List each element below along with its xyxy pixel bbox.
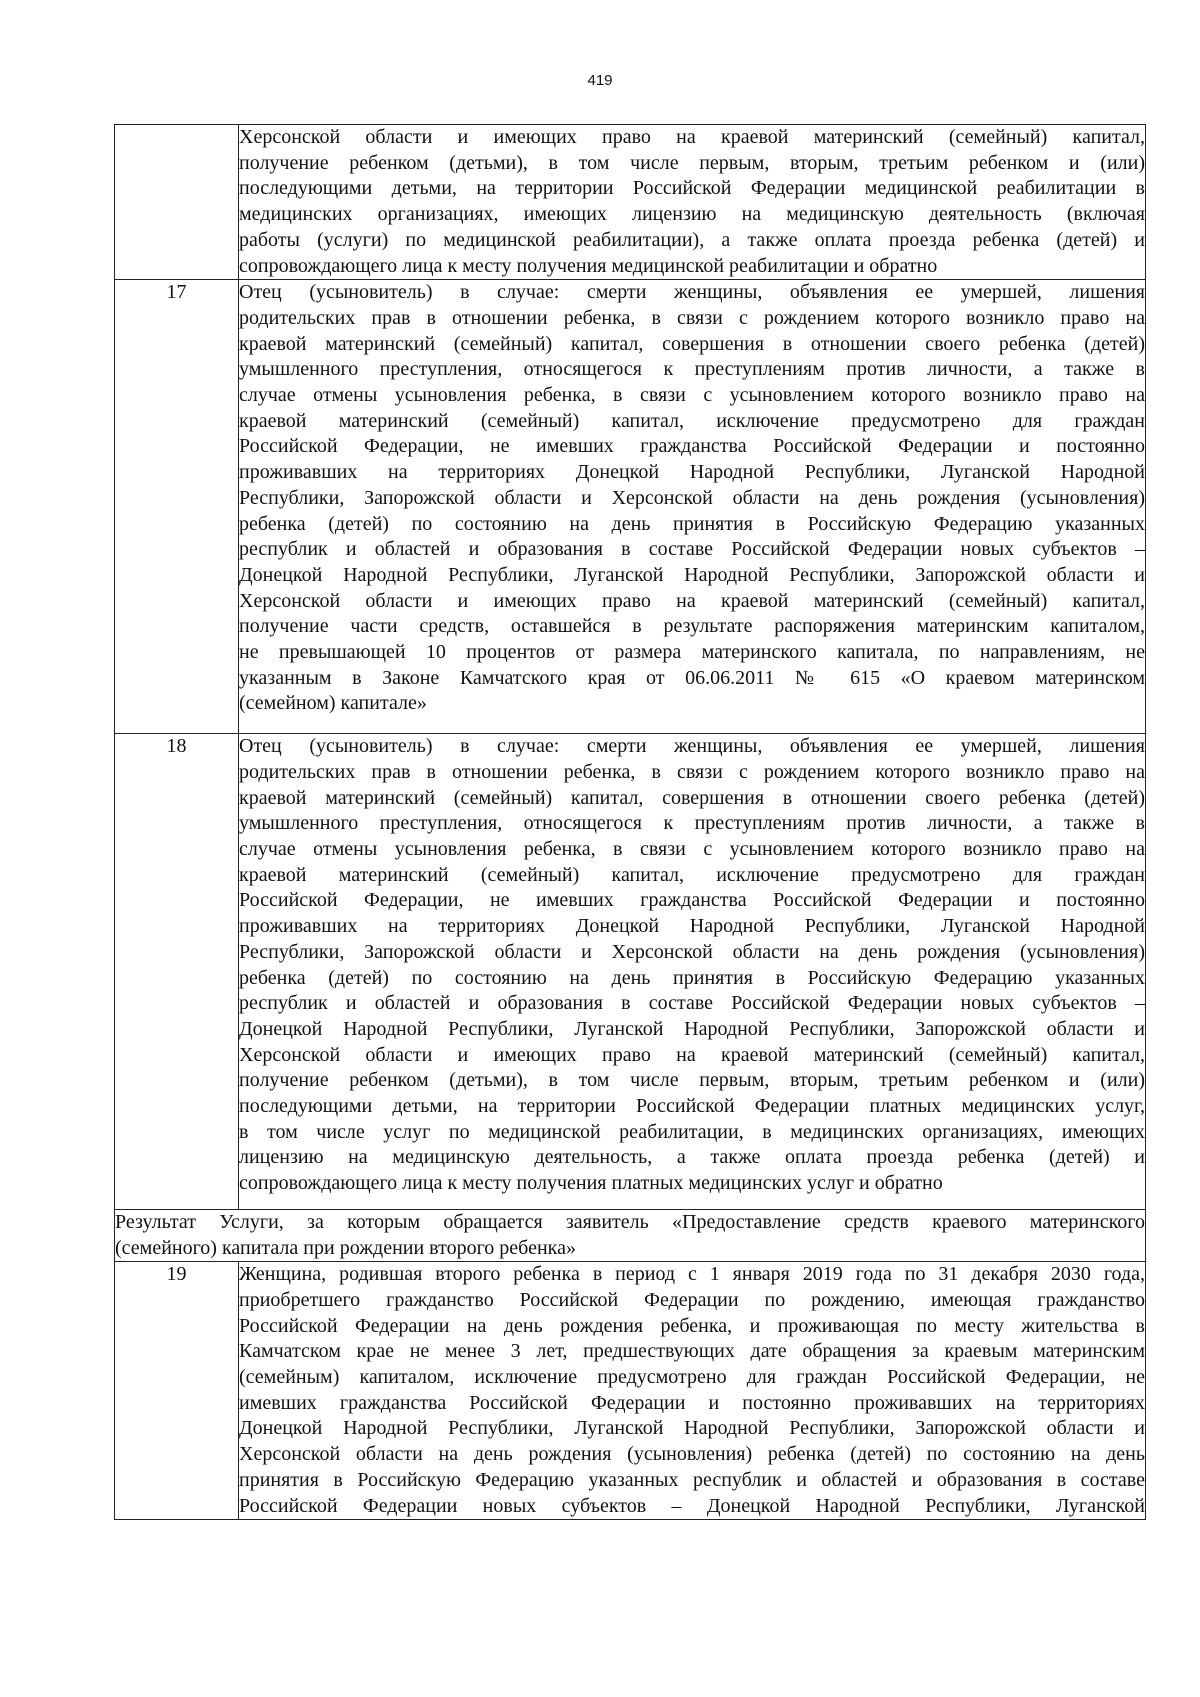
text-line: (семейном) капитале» <box>239 692 427 715</box>
text-line: случае отмены усыновления ребенка, в связи с усыновлением которого возникло право на <box>239 384 1145 407</box>
row-text <box>239 280 1146 734</box>
text-line: краевой материнский (семейный) капитал, совершения в отношении своего ребенка (детей) <box>239 332 1145 355</box>
text-line: Отец (усыновитель) в случае: смерти женщины, объявления ее умершей, лишения <box>239 281 1145 304</box>
text-line: Российской Федерации на день рождения ребенка, и проживающая по месту жительства в <box>239 1314 1145 1337</box>
text-line: в том числе услуг по медицинской реабилитации, в медицинских организациях, имеющих <box>239 1120 1145 1143</box>
text-line: умышленного преступления, относящегося к преступлениям против личности, а также в <box>239 358 1145 381</box>
row-text <box>239 1262 1146 1520</box>
text-line: случае отмены усыновления ребенка, в связи с усыновлением которого возникло право на <box>239 837 1145 860</box>
text-line: Камчатском крае не менее 3 лет, предшествующих дате обращения за краевым материнским <box>239 1340 1145 1363</box>
text-line: краевой материнский (семейный) капитал, совершения в отношении своего ребенка (детей) <box>239 786 1145 809</box>
text-line: не превышающей 10 процентов от размера материнского капитала, по направлениям, не <box>239 641 1145 664</box>
text-line: родительских прав в отношении ребенка, в связи с рождением которого возникло право на <box>239 760 1145 783</box>
text-line: Херсонской области и имеющих право на краевой материнский (семейный) капитал, <box>239 589 1145 612</box>
table-row <box>115 280 1146 734</box>
text-line: республик и областей и образования в составе Российской Федерации новых субъектов – <box>239 992 1145 1015</box>
table-row <box>115 734 1146 1210</box>
text-line: умышленного преступления, относящегося к преступлениям против личности, а также в <box>239 812 1145 835</box>
text-line: последующими детьми, на территории Российской Федерации платных медицинских услуг, <box>239 1095 1145 1118</box>
text-line: сопровождающего лица к месту получения медицинской реабилитации и обратно <box>239 254 938 277</box>
text-line: Результат Услуги, за которым обращается заявитель «Предоставление средств краевого материнского <box>115 1210 1145 1233</box>
document-table <box>114 124 1146 1520</box>
text-line: сопровождающего лица к месту получения платных медицинских услуг и обратно <box>239 1172 943 1195</box>
text-line: родительских прав в отношении ребенка, в связи с рождением которого возникло право на <box>239 306 1145 329</box>
text-line: приобретшего гражданство Российской Федерации по рождению, имеющая гражданство <box>239 1288 1145 1311</box>
text-line: Российской Федерации, не имевших гражданства Российской Федерации и постоянно <box>239 435 1145 458</box>
text-line: медицинских организациях, имеющих лицензию на медицинскую деятельность (включая <box>239 203 1145 226</box>
text-line: Российской Федерации новых субъектов – Донецкой Народной Республики, Луганской <box>239 1494 1145 1517</box>
text-line: Республики, Запорожской области и Херсонской области на день рождения (усыновления) <box>239 486 1145 509</box>
text-line: последующими детьми, на территории Российской Федерации медицинской реабилитации в <box>239 177 1145 200</box>
text-line: Донецкой Народной Республики, Луганской Народной Республики, Запорожской области и <box>239 563 1145 586</box>
text-line: Отец (усыновитель) в случае: смерти женщины, объявления ее умершей, лишения <box>239 735 1145 758</box>
text-line: Республики, Запорожской области и Херсонской области на день рождения (усыновления) <box>239 940 1145 963</box>
row-text <box>239 734 1146 1210</box>
text-line: Херсонской области и имеющих право на краевой материнский (семейный) капитал, <box>239 126 1145 148</box>
row-number: 18 <box>115 734 239 1210</box>
text-line: проживавших на территориях Донецкой Народной Республики, Луганской Народной <box>239 915 1145 938</box>
text-line: (семейным) капиталом, исключение предусмотрено для граждан Российской Федерации, не <box>239 1366 1145 1389</box>
text-line: ребенка (детей) по состоянию на день принятия в Российскую Федерацию указанных <box>239 966 1145 989</box>
row-text <box>239 125 1146 280</box>
row-number: 17 <box>115 280 239 734</box>
section-header-row <box>115 1209 1146 1261</box>
text-line: работы (услуги) по медицинской реабилитации), а также оплата проезда ребенка (детей) и <box>239 228 1145 251</box>
section-header <box>115 1209 1146 1261</box>
text-line: Херсонской области и имеющих право на краевой материнский (семейный) капитал, <box>239 1043 1145 1066</box>
table-row <box>115 1262 1146 1520</box>
text-line: имевших гражданства Российской Федерации и постоянно проживавших на территориях <box>239 1391 1145 1414</box>
text-line: получение ребенком (детьми), в том числе первым, вторым, третьим ребенком и (или) <box>239 1069 1145 1092</box>
text-line: краевой материнский (семейный) капитал, исключение предусмотрено для граждан <box>239 863 1145 886</box>
text-line: указанным в Законе Камчатского края от 06.06.2011 № 615 «О краевом материнском <box>239 666 1145 689</box>
text-line: лицензию на медицинскую деятельность, а также оплата проезда ребенка (детей) и <box>239 1146 1145 1169</box>
text-line: (семейного) капитала при рождении второго ребенка» <box>115 1236 576 1259</box>
text-line: Донецкой Народной Республики, Луганской Народной Республики, Запорожской области и <box>239 1417 1145 1440</box>
table-row <box>115 125 1146 280</box>
text-line: проживавших на территориях Донецкой Народной Республики, Луганской Народной <box>239 461 1145 484</box>
page-number: 419 <box>587 72 613 89</box>
text-line: краевой материнский (семейный) капитал, исключение предусмотрено для граждан <box>239 409 1145 432</box>
text-line: Херсонской области на день рождения (усыновления) ребенка (детей) по состоянию на день <box>239 1443 1145 1466</box>
text-line: принятия в Российскую Федерацию указанных республик и областей и образования в составе <box>239 1468 1145 1491</box>
text-line: получение ребенком (детьми), в том числе первым, вторым, третьим ребенком и (или) <box>239 151 1145 174</box>
text-line: Донецкой Народной Республики, Луганской Народной Республики, Запорожской области и <box>239 1017 1145 1040</box>
text-line: Российской Федерации, не имевших гражданства Российской Федерации и постоянно <box>239 889 1145 912</box>
row-number <box>115 125 239 280</box>
text-line: республик и областей и образования в составе Российской Федерации новых субъектов – <box>239 538 1145 561</box>
text-line: получение части средств, оставшейся в результате распоряжения материнским капиталом, <box>239 615 1145 638</box>
row-number: 19 <box>115 1262 239 1520</box>
text-line: Женщина, родившая второго ребенка в период с 1 января 2019 года по 31 декабря 2030 года, <box>239 1263 1145 1286</box>
text-line: ребенка (детей) по состоянию на день принятия в Российскую Федерацию указанных <box>239 512 1145 535</box>
